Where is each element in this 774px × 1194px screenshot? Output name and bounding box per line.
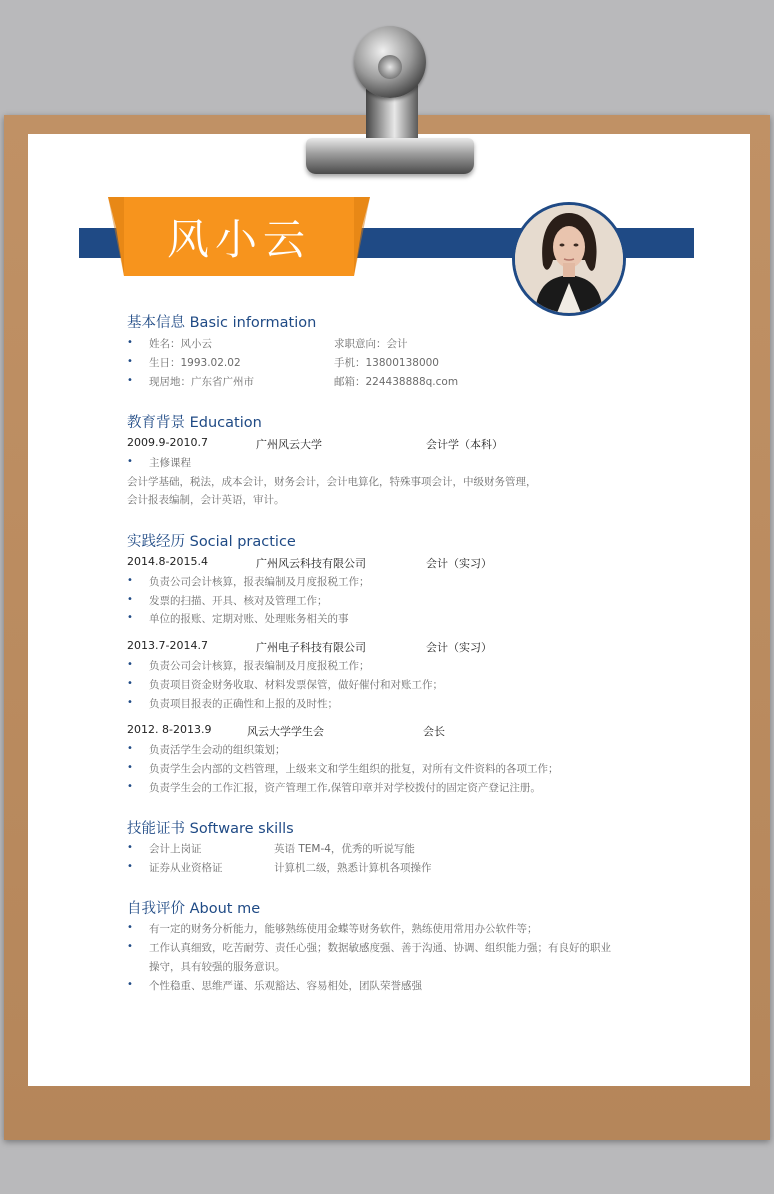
job-item: 负责学生会的工作汇报，资产管理工作,保管印章并对学校拨付的固定资产登记注册。 [149,782,541,794]
job-item: 负责项目资金财务收取、材料发票保管，做好催付和对账工作； [149,679,443,691]
skill-cert: 会计上岗证 [149,843,202,855]
job-item: 负责公司会计核算，报表编制及月度报税工作； [149,576,370,588]
name-tag [108,197,370,276]
bullet: • [127,375,133,386]
edu-period: 2009.9-2010.7 [127,436,208,449]
bullet: • [127,337,133,348]
edu-school: 广州风云大学 [256,438,322,451]
bullet: • [127,743,133,754]
section-title-practice: 实践经历 Social practice [127,534,296,550]
basic-phone: 手机：13800138000 [334,357,439,369]
job-period: 2013.7-2014.7 [127,639,208,652]
edu-major: 会计学（本科） [426,438,503,451]
job-item: 负责学生会内部的文档管理，上级来文和学生组织的批复，对所有文件资料的各项工作； [149,763,559,775]
bullet: • [127,697,133,708]
bullet: • [127,356,133,367]
bullet: • [127,456,133,467]
bullet: • [127,861,133,872]
bullet: • [127,762,133,773]
job-role: 会计（实习） [426,641,492,654]
bullet: • [127,979,133,990]
job-item: 负责项目报表的正确性和上报的及时性； [149,698,338,710]
bullet: • [127,659,133,670]
job-item: 负责活学生会动的组织策划； [149,744,286,756]
skill-detail: 计算机二级，熟悉计算机各项操作 [274,862,432,874]
job-role: 会计（实习） [426,557,492,570]
section-title-basic: 基本信息 Basic information [127,315,317,331]
bullet: • [127,781,133,792]
bullet: • [127,575,133,586]
bullet: • [127,678,133,689]
bullet: • [127,922,133,933]
bullet: • [127,941,133,952]
edu-course-line: 会计报表编制，会计英语，审计。 [127,494,285,506]
job-item: 发票的扫描、开具、核对及管理工作； [149,595,328,607]
section-title-education: 教育背景 Education [127,415,262,431]
bullet: • [127,594,133,605]
job-role: 会长 [423,725,445,738]
edu-course-label: 主修课程 [149,457,191,469]
job-period: 2012. 8-2013.9 [127,723,212,736]
section-title-skills: 技能证书 Software skills [127,821,294,837]
skill-cert: 证券从业资格证 [149,862,223,874]
edu-course-line: 会计学基础，税法，成本会计，财务会计，会计电算化，特殊事项会计，中级财务管理， [127,476,537,488]
job-org: 风云大学学生会 [247,725,324,738]
bullet: • [127,612,133,623]
binder-clip-base [306,138,474,174]
about-item-continued: 操守，具有较强的服务意识。 [149,961,286,973]
skill-detail: 英语 TEM-4，优秀的听说写能 [274,843,415,855]
basic-name: 姓名：风小云 [149,338,212,350]
about-item: 工作认真细致，吃苦耐劳、责任心强；数据敏感度强、善于沟通、协调、组织能力强；有良好的职业 [149,942,611,954]
about-item: 有一定的财务分析能力，能够熟练使用金蝶等财务软件，熟练使用常用办公软件等； [149,923,538,935]
basic-email: 邮箱：224438888q.com [334,376,459,388]
about-item: 个性稳重、思维严谨、乐观豁达、容易相处，团队荣誉感强 [149,980,422,992]
section-title-about: 自我评价 About me [127,901,261,917]
job-item: 单位的报账、定期对账、处理账务相关的事 [149,613,349,625]
job-org: 广州电子科技有限公司 [256,641,366,654]
basic-address: 现居地：广东省广州市 [149,376,254,388]
job-period: 2014.8-2015.4 [127,555,208,568]
profile-photo [512,202,626,316]
candidate-name: 风小云 [166,214,311,264]
binder-clip-hole [378,55,402,79]
bullet: • [127,842,133,853]
job-org: 广州风云科技有限公司 [256,557,366,570]
basic-birthday: 生日：1993.02.02 [149,357,241,369]
basic-objective: 求职意向：会计 [334,338,408,350]
job-item: 负责公司会计核算，报表编制及月度报税工作； [149,660,370,672]
